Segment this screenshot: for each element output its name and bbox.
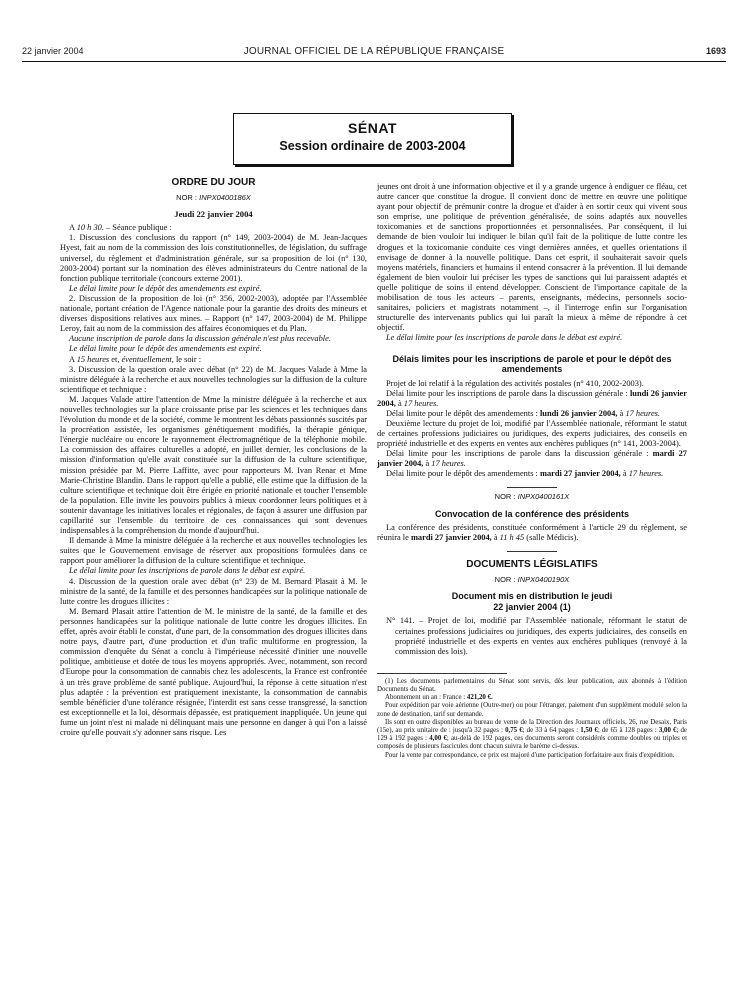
- delai-note-4: Le délai limite pour les inscriptions de parole dans le débat est expiré.: [386, 333, 623, 343]
- price: 1,50 €: [580, 727, 598, 734]
- delais-heading: Délais limites pour les inscriptions de parole et pour le dépôt des amendements: [392, 353, 672, 374]
- senat-title-box: [233, 113, 512, 165]
- agenda-item-2: 2. Discussion de la proposition de loi (n° 356, 2002-2003), adoptée par l'Assemblée nationale, portant création de l'Agence nationale pour la garantie des droits des mineurs et diverses dispositions relatives aux mines. – Rapport (n° 147, 2003-2004) de M. Philippe Leroy, fait au nom de la commission des affaires économiques et du Plan.: [60, 293, 367, 334]
- delai-note-2: Le délai limite pour le dépôt des amendements est expiré.: [69, 344, 262, 354]
- page-header: [22, 46, 726, 60]
- date: lundi 26 janvier 2004,: [539, 408, 618, 418]
- text-et: et,: [111, 354, 120, 364]
- text: ; de 33 à 64 pages :: [522, 727, 579, 734]
- time: 17 heures.: [403, 398, 439, 408]
- date: mardi 27 janvier 2004,: [410, 533, 492, 543]
- date: mardi 27 janvier 2004,: [539, 469, 621, 479]
- seance-publique: – Séance publique :: [106, 223, 172, 233]
- nor-label: NOR :: [494, 575, 516, 585]
- text-le-soir: le soir :: [175, 354, 202, 364]
- plasait-question: M. Bernard Plasait attire l'attention de M. le ministre de la santé, de la famille et des personnes handicapées sur la politique nationale de lutte contre les drogues illicites. En effet, après avoir établi le constat, d'une part, de la consommation des drogues illicites dans notre pays, d'autre part, d'une production et d'un trafic multiforme en progression, la commission d'enquête du Sénat a conclu à l'impérieuse nécessité d'initier une nouvelle politique, ambitieuse et dotée de tous les moyens appropriés. Avec, notamment, son record d'Europe pour la consommation de cannabis chez les adolescents, la France est confrontée à un très grave problème de santé publique. Aujourd'hui, la réponse à cette situation n'est plus adaptée : la prévention est pratiquement inexistante, la consommation de cannabis semble bénéficier d'une tolérance résignée, l'interdit est sans cesse transgressé, la sanction est exceptionnelle et la loi, désormais dépassée, est pratiquement inappliquée. Un jeune qui fume un joint n'est ni malade ni délinquant mais une personne en danger à qui l'on a laissé croire qu'elle pouvait s'y adonner sans risque. Les: [60, 606, 367, 737]
- senat-title: SÉNAT: [348, 120, 397, 136]
- nor-code: INPX0400161X: [517, 492, 570, 502]
- distribution-heading: Document mis en distribution le jeudi 22 janvier 2004 (1): [451, 591, 613, 612]
- valade-demande: Il demande à Mme la ministre déléguée à la recherche et aux nouvelles technologies les suites que le Gouvernement envisage de réserver aux propositions formulées dans ce rapport pour améliorer la diffusion de la culture scientifique et technique.: [60, 536, 367, 566]
- time: 17 heures.: [625, 408, 661, 418]
- text: à: [397, 398, 402, 408]
- convocation-text: [377, 523, 687, 543]
- nor-label: NOR :: [176, 193, 198, 203]
- price: 4,00 €: [429, 735, 447, 743]
- delai-note-1: Le délai limite pour le dépôt des amendements est expiré.: [69, 283, 262, 293]
- page-number: 1693: [705, 46, 726, 56]
- second-reading-bill: Deuxième lecture du projet de loi, modifié par l'Assemblée nationale, réformant le statut de certaines professions judiciaires ou juridiques, des experts judiciaires, des conseils en propriété industrielle et des experts en ventes aux enchères publiques (n° 141, 2003-2004).: [377, 418, 687, 449]
- session-date: Jeudi 22 janvier 2004: [174, 209, 253, 220]
- header-rule: [22, 61, 726, 62]
- text: ; au-delà de 192 pages, ces documents seront considérés comme doubles ou triples et composés de plusieurs fascicules dont chacun suivra le barème ci-dessus.: [377, 735, 687, 751]
- plasait-continuation: jeunes ont droit à une information objective et il y a grande urgence à endiguer ce fléau, cet autre cancer que constitue la drogue. Il convient donc de mettre en œuvre une politique ayant pour objectif de prémunir contre la drogue et d'aider à en sortir ceux qui vivent sous son emprise, une politique de prévention généralisée, de soins adaptés aux nouvelles toxicomanies et de sanctions proportionnées et personnalisées. Par conséquent, il lui demande de bien vouloir lui indiquer le bilan qu'il fait de la politique de lutte contre les drogues et la toxicomanie conduite ces vingt dernières années, et quelles orientations il envisage de donner à la nouvelle politique. Dans cet esprit, il souhaiterait savoir quels moyens matériels, financiers et humains il entend consacrer à la prévention. Il lui demande également de bien vouloir lui préciser les types de sanctions qui lui paraissent adaptés et quelle politique de soins il entend développer. Conscient de l'importance capitale de la mobilisation de tous les acteurs – parents, enseignants, médecins, personnels socio-sanitaires, policiers et magistrats notamment –, il l'interroge enfin sur l'organisation structurelle des intervenants publics qui lui paraît la mieux à même de répondre à cet objectif.: [377, 182, 687, 333]
- text: à: [622, 469, 627, 479]
- text: ; de 65 à 128 pages :: [597, 727, 657, 734]
- postal-bill: Projet de loi relatif à la régulation des activités postales (n° 410, 2002-2003).: [386, 378, 644, 388]
- journal-title: JOURNAL OFFICIEL DE LA RÉPUBLIQUE FRANÇAISE: [243, 46, 505, 57]
- second-reading-delai-parole: [377, 449, 687, 469]
- document-141: N° 141. – Projet de loi, modifié par l'Assemblée nationale, réformant le statut de certaines professions judiciaires ou juridiques, des experts judiciaires, des conseils en propriété industrielle et des experts en ventes aux enchères publiques (renvoyé à la commission des lois).: [386, 616, 687, 656]
- footnote-correspondance: Pour la vente par correspondance, ce prix est majoré d'une participation forfaitaire aux frais d'expédition.: [385, 751, 675, 759]
- morning-session: [60, 223, 367, 233]
- footnotes: [377, 678, 687, 760]
- convocation-heading: Convocation de la conférence des présidents: [434, 508, 630, 519]
- section-separator: [507, 487, 557, 488]
- time: 17 heures.: [431, 459, 466, 469]
- text-a2: A: [69, 354, 75, 364]
- ordre-du-jour-heading: ORDRE DU JOUR: [171, 177, 256, 188]
- agenda-item-1: 1. Discussion des conclusions du rapport (n° 149, 2003-2004) de M. Jean-Jacques Hyest, fait au nom de la commission des lois constitutionnelles, de législation, du suffrage universel, du règlement et d'administration générale, sur sa proposition de loi (n° 130, 2003-2004) portant sur la nomination des élèves administrateurs du Centre national de la fonction publique territoriale (concours externe 2001).: [60, 233, 367, 283]
- text: Délai limite pour les inscriptions de parole dans la discussion générale :: [386, 449, 649, 459]
- text: Abonnement un an : France :: [385, 694, 466, 702]
- morning-time: 10 h 30.: [76, 223, 104, 233]
- aucune-inscription-note: Aucune inscription de parole dans la discussion générale n'est plus recevable.: [69, 334, 331, 344]
- documents-legislatifs-heading: DOCUMENTS LÉGISLATIFS: [466, 559, 598, 571]
- nor-reference-3: [377, 575, 687, 585]
- left-column: [60, 178, 367, 738]
- footnote-expedition: Pour expédition par voie aérienne (Outre-mer) ou pour l'étranger, paiement d'un supplément modulé selon la zone de destination, tarif sur demande.: [377, 702, 687, 718]
- text-eventuellement: éventuellement,: [121, 354, 174, 364]
- footnote-abonnement: [377, 694, 687, 702]
- time: 17 heures.: [628, 469, 664, 479]
- valade-question: M. Jacques Valade attire l'attention de Mme la ministre déléguée à la recherche et aux nouvelles technologies sur la place croissante prise par les sciences et les techniques dans l'évolution du monde et de la société, comme le montrent les débats passionnés suscités par la procréation assistée, les organismes génétiquement modifiés, la thérapie génique, l'énergie nucléaire ou encore le rayonnement électromagnétique de la téléphonie mobile. La commission des affaires culturelles a adopté, en juillet dernier, les conclusions de la mission d'information qu'elle avait constituée sur la diffusion de la culture scientifique, mission présidée par M. Pierre Laffitte, avec pour rapporteurs M. Ivan Renar et Mme Marie-Christine Blandin. Dans le rapport qu'elle a publié, elle estime que la diffusion de la culture scientifique et technique doit être érigée en priorité nationale et toucher l'ensemble de la population. Elle invite les pouvoirs publics à mieux coordonner leurs politiques et à soutenir davantage les initiatives locales et régionales, de façon à assurer une diffusion par capillarité sur l'ensemble du territoire de ces connaissances qui sont devenues indispensables à la compréhension du monde d'aujourd'hui.: [60, 394, 367, 536]
- afternoon-time: 15 heures: [76, 354, 110, 364]
- footnote-prix: [377, 719, 687, 752]
- postal-delai-amendements: [377, 409, 687, 419]
- footnote-rule: [377, 673, 507, 674]
- afternoon-session: [60, 355, 367, 365]
- delai-note-3: Le délai limite pour les inscriptions de parole dans le débat est expiré.: [69, 566, 306, 576]
- text: La conférence des présidents, constituée conformément à l'article 29 du règlement, se réunira le: [377, 523, 687, 543]
- footnote-1: (1) Les documents parlementaires du Sénat sont servis, dès leur publication, aux abonnés à l'édition Documents du Sénat.: [377, 677, 687, 693]
- price: 3,00 €: [658, 727, 677, 734]
- date: mardi 27 janvier 2004,: [377, 449, 687, 469]
- room: (salle Médicis).: [526, 533, 579, 543]
- price: 421,20 €.: [466, 694, 493, 702]
- nor-reference: [60, 193, 367, 203]
- text: à: [493, 533, 498, 543]
- nor-reference-2: [377, 492, 687, 502]
- text: ; de 129 à 192 pages :: [377, 727, 687, 743]
- price: 0,75 €: [505, 727, 523, 734]
- nor-label: NOR :: [494, 492, 516, 502]
- text: à: [619, 408, 624, 418]
- right-column: [377, 182, 687, 760]
- header-date: 22 janvier 2004: [22, 46, 84, 56]
- date: lundi 26 janvier 2004,: [377, 388, 687, 408]
- text-a: A: [69, 223, 75, 233]
- second-reading-delai-amendements: [377, 469, 687, 479]
- session-title: Session ordinaire de 2003-2004: [279, 139, 466, 153]
- text: à: [425, 459, 430, 469]
- agenda-item-4: 4. Discussion de la question orale avec débat (n° 23) de M. Bernard Plasait à M. le ministre de la santé, de la famille et des personnes handicapées sur la politique nationale de lutte contre les drogues illicites :: [60, 576, 367, 606]
- postal-delai-parole: [377, 389, 687, 409]
- text: Délai limite pour le dépôt des amendements :: [386, 408, 538, 418]
- section-separator-2: [507, 551, 557, 552]
- nor-code: INPX0400186X: [199, 193, 251, 203]
- text: Délai limite pour les inscriptions de parole dans la discussion générale :: [386, 388, 628, 398]
- text: Délai limite pour le dépôt des amendements :: [386, 469, 538, 479]
- nor-code: INPX0400190X: [517, 575, 570, 585]
- agenda-item-3: 3. Discussion de la question orale avec débat (n° 22) de M. Jacques Valade à Mme la ministre déléguée à la recherche et aux nouvelles technologies sur la diffusion de la culture scientifique et technique :: [60, 364, 367, 394]
- time: 11 h 45: [499, 533, 525, 543]
- document-list: [386, 616, 687, 656]
- text: Ils sont en outre disponibles au bureau de vente de la Direction des Journaux officiels, 26, rue Desaix, Paris (15e), au prix unitaire de : jusqu'à 32 pages :: [377, 718, 687, 734]
